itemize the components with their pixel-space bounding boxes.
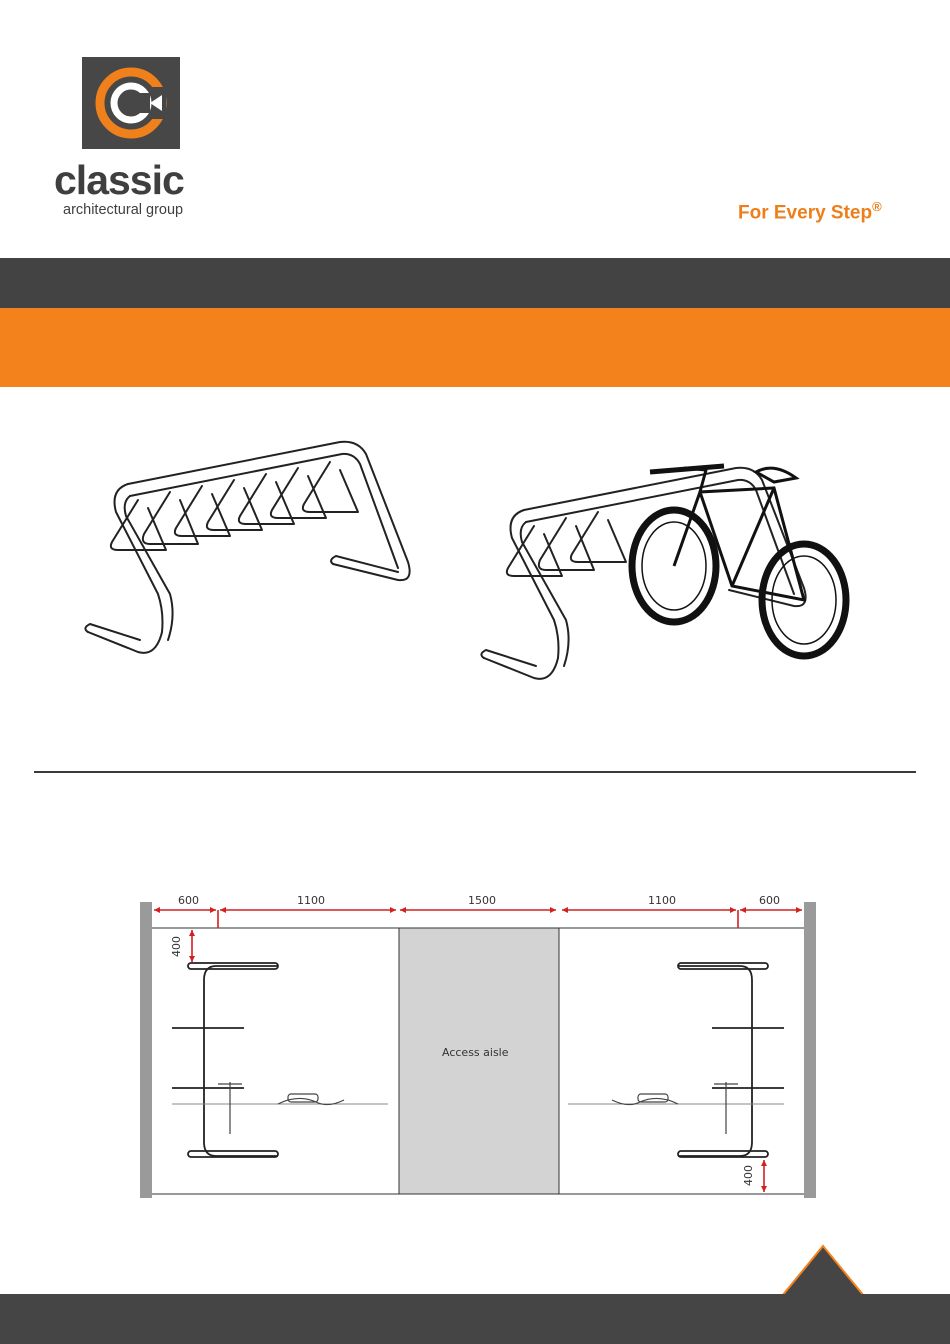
registered-mark: ®: [872, 199, 882, 214]
bike-rack-illustration: [78, 432, 438, 672]
brand-name: classic: [54, 157, 184, 203]
c-logo-icon: [82, 57, 180, 149]
clearance-label: 400: [170, 936, 183, 957]
header-band-orange: [0, 308, 950, 387]
dimension-label: 600: [178, 894, 199, 907]
section-divider: [34, 771, 916, 773]
dimension-label: 1100: [648, 894, 676, 907]
bike-rack-with-bicycle-illustration: [474, 458, 874, 698]
tagline-text: For Every Step: [738, 202, 873, 224]
dimension-label: 1100: [297, 894, 325, 907]
dimension-label: 1500: [468, 894, 496, 907]
brand-subtitle: architectural group: [63, 202, 184, 218]
dimension-label: 600: [759, 894, 780, 907]
header-band-dark: [0, 258, 950, 308]
access-aisle-label: Access aisle: [442, 1046, 509, 1059]
logo-box: [82, 57, 180, 149]
parking-layout-plan: [138, 888, 820, 1202]
footer-bar: [0, 1294, 950, 1344]
tagline: [738, 195, 882, 225]
clearance-label: 400: [742, 1165, 755, 1186]
footer-triangle-icon: [780, 1244, 866, 1296]
